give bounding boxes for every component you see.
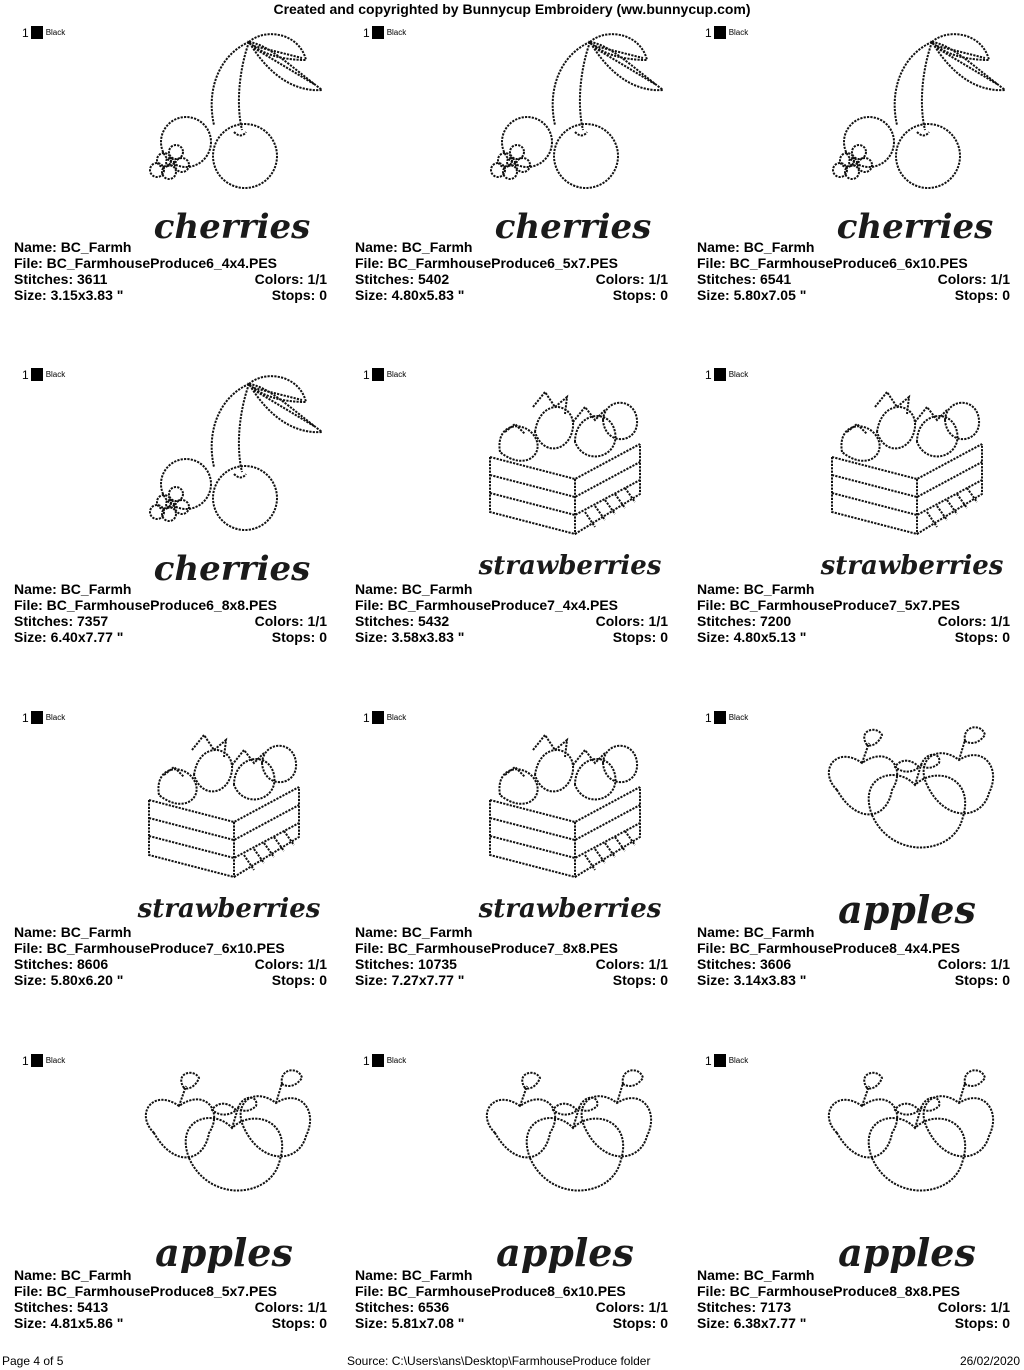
stitches-label: Stitches: — [14, 956, 74, 972]
design-info — [14, 924, 327, 988]
page-number: Page 4 of 5 — [2, 1354, 64, 1368]
size-label: Size: — [697, 972, 730, 988]
size-label: Size: — [697, 287, 730, 303]
color-box — [714, 368, 726, 381]
color-name: Black — [728, 28, 749, 37]
design-file: BC_FarmhouseProduce8_8x8.PES — [729, 1283, 960, 1299]
thread-color-swatch — [363, 26, 406, 39]
design-preview — [114, 362, 334, 587]
color-number: 1 — [705, 25, 712, 40]
design-size: 5.80x6.20 " — [50, 972, 124, 988]
size-label: Size: — [14, 972, 47, 988]
color-box — [714, 26, 726, 39]
design-preview — [797, 1048, 1017, 1273]
design-info — [355, 581, 668, 645]
design-stops: 0 — [660, 972, 668, 988]
color-number: 1 — [363, 710, 370, 725]
name-label: Name: — [14, 1267, 57, 1283]
design-stitches: 5432 — [418, 613, 450, 629]
stitches-label: Stitches: — [697, 613, 757, 629]
design-info — [355, 1267, 668, 1331]
thread-color-swatch — [22, 368, 65, 381]
stops-label: Stops: — [271, 287, 316, 303]
design-file: BC_FarmhouseProduce8_4x4.PES — [729, 940, 960, 956]
design-info — [14, 1267, 327, 1331]
size-label: Size: — [355, 287, 388, 303]
color-name: Black — [45, 713, 66, 722]
design-card — [14, 685, 344, 1025]
color-name: Black — [45, 1056, 66, 1065]
design-file: BC_FarmhouseProduce7_8x8.PES — [387, 940, 618, 956]
design-colors: 1/1 — [307, 271, 327, 287]
design-lettering: cherries — [153, 207, 311, 245]
design-stitches: 7173 — [760, 1299, 792, 1315]
design-lettering: strawberries — [478, 551, 662, 581]
stops-label: Stops: — [271, 972, 316, 988]
design-stops: 0 — [319, 972, 327, 988]
design-name: BC_Farmh — [60, 1267, 132, 1283]
design-size: 3.14x3.83 " — [733, 972, 807, 988]
name-label: Name: — [697, 581, 740, 597]
design-stitches: 5402 — [418, 271, 450, 287]
colors-label: Colors: — [937, 956, 987, 972]
design-stops: 0 — [1002, 972, 1010, 988]
color-box — [714, 711, 726, 724]
color-number: 1 — [705, 710, 712, 725]
design-colors: 1/1 — [990, 613, 1010, 629]
color-box — [372, 368, 384, 381]
thread-color-swatch — [22, 1054, 65, 1067]
design-preview — [455, 1048, 675, 1273]
design-stitches: 10735 — [418, 956, 457, 972]
file-label: File: — [697, 1283, 726, 1299]
design-file: BC_FarmhouseProduce6_4x4.PES — [46, 255, 277, 271]
design-preview — [797, 20, 1017, 245]
design-lettering: cherries — [153, 549, 311, 587]
design-lettering: apples — [155, 1230, 293, 1273]
name-label: Name: — [697, 924, 740, 940]
design-stops: 0 — [319, 287, 327, 303]
thread-color-swatch — [705, 1054, 748, 1067]
color-name: Black — [386, 713, 407, 722]
stitches-label: Stitches: — [355, 271, 415, 287]
design-stitches: 8606 — [77, 956, 109, 972]
design-colors: 1/1 — [648, 1299, 668, 1315]
size-label: Size: — [14, 287, 47, 303]
design-name: BC_Farmh — [401, 1267, 473, 1283]
name-label: Name: — [14, 239, 57, 255]
colors-label: Colors: — [937, 1299, 987, 1315]
design-stops: 0 — [660, 287, 668, 303]
name-label: Name: — [355, 239, 398, 255]
stops-label: Stops: — [954, 1315, 999, 1331]
color-box — [31, 368, 43, 381]
design-info — [697, 924, 1010, 988]
color-name: Black — [728, 370, 749, 379]
design-card — [14, 1028, 344, 1368]
design-preview — [114, 20, 334, 245]
design-stops: 0 — [1002, 287, 1010, 303]
design-name: BC_Farmh — [401, 581, 473, 597]
stitches-label: Stitches: — [355, 956, 415, 972]
size-label: Size: — [355, 1315, 388, 1331]
stitches-label: Stitches: — [355, 613, 415, 629]
design-stitches: 5413 — [77, 1299, 109, 1315]
color-number: 1 — [22, 1053, 29, 1068]
file-label: File: — [697, 255, 726, 271]
name-label: Name: — [355, 924, 398, 940]
design-card — [355, 0, 685, 340]
design-colors: 1/1 — [648, 956, 668, 972]
page-header: Created and copyrighted by Bunnycup Embroidery (ww.bunnycup.com) — [273, 1, 751, 17]
design-name: BC_Farmh — [743, 1267, 815, 1283]
source-path: Source: C:\Users\ans\Desktop\FarmhouseProduce folder — [347, 1354, 651, 1368]
design-size: 6.38x7.77 " — [733, 1315, 807, 1331]
color-name: Black — [45, 370, 66, 379]
colors-label: Colors: — [595, 613, 645, 629]
design-file: BC_FarmhouseProduce7_4x4.PES — [387, 597, 618, 613]
thread-color-swatch — [705, 368, 748, 381]
color-box — [31, 26, 43, 39]
design-stops: 0 — [319, 629, 327, 645]
design-preview — [455, 362, 675, 587]
design-stops: 0 — [660, 1315, 668, 1331]
color-name: Black — [386, 28, 407, 37]
name-label: Name: — [14, 924, 57, 940]
design-lettering: strawberries — [820, 551, 1004, 581]
design-card — [697, 1028, 1024, 1368]
thread-color-swatch — [705, 26, 748, 39]
design-lettering: cherries — [836, 207, 994, 245]
file-label: File: — [355, 597, 384, 613]
file-label: File: — [14, 255, 43, 271]
colors-label: Colors: — [254, 956, 304, 972]
file-label: File: — [14, 940, 43, 956]
design-info — [14, 239, 327, 303]
size-label: Size: — [14, 1315, 47, 1331]
design-card — [697, 342, 1024, 682]
design-preview — [114, 1048, 334, 1273]
stitches-label: Stitches: — [14, 1299, 74, 1315]
design-card — [697, 0, 1024, 340]
design-info — [355, 239, 668, 303]
color-number: 1 — [22, 710, 29, 725]
design-info — [697, 1267, 1010, 1331]
design-preview — [455, 20, 675, 245]
color-number: 1 — [363, 367, 370, 382]
thread-color-swatch — [363, 711, 406, 724]
file-label: File: — [697, 940, 726, 956]
color-name: Black — [45, 28, 66, 37]
colors-label: Colors: — [595, 271, 645, 287]
design-lettering: strawberries — [478, 894, 662, 924]
design-stops: 0 — [660, 629, 668, 645]
file-label: File: — [697, 597, 726, 613]
color-name: Black — [728, 1056, 749, 1065]
color-number: 1 — [363, 25, 370, 40]
design-file: BC_FarmhouseProduce6_5x7.PES — [387, 255, 618, 271]
design-stops: 0 — [1002, 629, 1010, 645]
colors-label: Colors: — [595, 1299, 645, 1315]
design-lettering: apples — [496, 1230, 634, 1273]
stitches-label: Stitches: — [14, 271, 74, 287]
design-preview — [797, 705, 1017, 930]
design-info — [14, 581, 327, 645]
design-file: BC_FarmhouseProduce7_5x7.PES — [729, 597, 960, 613]
color-number: 1 — [22, 367, 29, 382]
color-box — [372, 711, 384, 724]
size-label: Size: — [355, 629, 388, 645]
thread-color-swatch — [22, 711, 65, 724]
design-size: 4.80x5.83 " — [391, 287, 465, 303]
thread-color-swatch — [22, 26, 65, 39]
stops-label: Stops: — [954, 972, 999, 988]
colors-label: Colors: — [254, 271, 304, 287]
stops-label: Stops: — [271, 629, 316, 645]
design-stitches: 6536 — [418, 1299, 450, 1315]
design-lettering: cherries — [494, 207, 652, 245]
size-label: Size: — [14, 629, 47, 645]
design-size: 6.40x7.77 " — [50, 629, 124, 645]
design-card — [14, 0, 344, 340]
size-label: Size: — [697, 629, 730, 645]
color-number: 1 — [705, 367, 712, 382]
design-colors: 1/1 — [990, 956, 1010, 972]
colors-label: Colors: — [254, 613, 304, 629]
colors-label: Colors: — [595, 956, 645, 972]
file-label: File: — [14, 1283, 43, 1299]
design-file: BC_FarmhouseProduce6_6x10.PES — [729, 255, 968, 271]
design-size: 5.80x7.05 " — [733, 287, 807, 303]
thread-color-swatch — [363, 1054, 406, 1067]
stops-label: Stops: — [612, 972, 657, 988]
print-date: 26/02/2020 — [959, 1354, 1020, 1368]
file-label: File: — [14, 597, 43, 613]
name-label: Name: — [14, 581, 57, 597]
design-name: BC_Farmh — [60, 239, 132, 255]
colors-label: Colors: — [937, 613, 987, 629]
design-name: BC_Farmh — [401, 239, 473, 255]
design-name: BC_Farmh — [60, 924, 132, 940]
design-colors: 1/1 — [648, 613, 668, 629]
design-size: 4.80x5.13 " — [733, 629, 807, 645]
design-stitches: 7357 — [77, 613, 109, 629]
design-size: 4.81x5.86 " — [50, 1315, 124, 1331]
design-colors: 1/1 — [307, 956, 327, 972]
design-lettering: apples — [838, 887, 976, 930]
design-file: BC_FarmhouseProduce8_6x10.PES — [387, 1283, 626, 1299]
color-name: Black — [386, 1056, 407, 1065]
design-preview — [114, 705, 334, 930]
stitches-label: Stitches: — [697, 956, 757, 972]
color-box — [372, 1054, 384, 1067]
design-card — [355, 342, 685, 682]
design-name: BC_Farmh — [401, 924, 473, 940]
design-card — [14, 342, 344, 682]
stops-label: Stops: — [612, 1315, 657, 1331]
design-size: 5.81x7.08 " — [391, 1315, 465, 1331]
design-name: BC_Farmh — [60, 581, 132, 597]
file-label: File: — [355, 255, 384, 271]
name-label: Name: — [355, 581, 398, 597]
design-stitches: 6541 — [760, 271, 792, 287]
color-box — [31, 711, 43, 724]
design-preview — [797, 362, 1017, 587]
stops-label: Stops: — [612, 629, 657, 645]
design-name: BC_Farmh — [743, 581, 815, 597]
thread-color-swatch — [705, 711, 748, 724]
color-box — [372, 26, 384, 39]
design-file: BC_FarmhouseProduce6_8x8.PES — [46, 597, 277, 613]
design-info — [697, 239, 1010, 303]
name-label: Name: — [355, 1267, 398, 1283]
stops-label: Stops: — [954, 629, 999, 645]
color-number: 1 — [705, 1053, 712, 1068]
size-label: Size: — [697, 1315, 730, 1331]
design-stitches: 3606 — [760, 956, 792, 972]
stops-label: Stops: — [612, 287, 657, 303]
design-stitches: 7200 — [760, 613, 792, 629]
design-colors: 1/1 — [307, 1299, 327, 1315]
design-card — [355, 685, 685, 1025]
file-label: File: — [355, 1283, 384, 1299]
design-info — [355, 924, 668, 988]
color-number: 1 — [363, 1053, 370, 1068]
design-size: 3.58x3.83 " — [391, 629, 465, 645]
stops-label: Stops: — [954, 287, 999, 303]
design-size: 7.27x7.77 " — [391, 972, 465, 988]
colors-label: Colors: — [254, 1299, 304, 1315]
color-name: Black — [728, 713, 749, 722]
color-name: Black — [386, 370, 407, 379]
design-lettering: strawberries — [137, 894, 321, 924]
color-box — [714, 1054, 726, 1067]
color-number: 1 — [22, 25, 29, 40]
stitches-label: Stitches: — [14, 613, 74, 629]
design-lettering: apples — [838, 1230, 976, 1273]
design-info — [697, 581, 1010, 645]
design-colors: 1/1 — [990, 271, 1010, 287]
stitches-label: Stitches: — [697, 271, 757, 287]
design-card — [355, 1028, 685, 1368]
name-label: Name: — [697, 239, 740, 255]
design-stops: 0 — [319, 1315, 327, 1331]
design-colors: 1/1 — [307, 613, 327, 629]
file-label: File: — [355, 940, 384, 956]
color-box — [31, 1054, 43, 1067]
stitches-label: Stitches: — [697, 1299, 757, 1315]
design-file: BC_FarmhouseProduce7_6x10.PES — [46, 940, 285, 956]
name-label: Name: — [697, 1267, 740, 1283]
design-stitches: 3611 — [77, 271, 108, 287]
design-name: BC_Farmh — [743, 239, 815, 255]
design-preview — [455, 705, 675, 930]
size-label: Size: — [355, 972, 388, 988]
design-file: BC_FarmhouseProduce8_5x7.PES — [46, 1283, 277, 1299]
thread-color-swatch — [363, 368, 406, 381]
stitches-label: Stitches: — [355, 1299, 415, 1315]
stops-label: Stops: — [271, 1315, 316, 1331]
design-colors: 1/1 — [648, 271, 668, 287]
design-card — [697, 685, 1024, 1025]
design-size: 3.15x3.83 " — [50, 287, 124, 303]
colors-label: Colors: — [937, 271, 987, 287]
design-name: BC_Farmh — [743, 924, 815, 940]
design-colors: 1/1 — [990, 1299, 1010, 1315]
design-stops: 0 — [1002, 1315, 1010, 1331]
